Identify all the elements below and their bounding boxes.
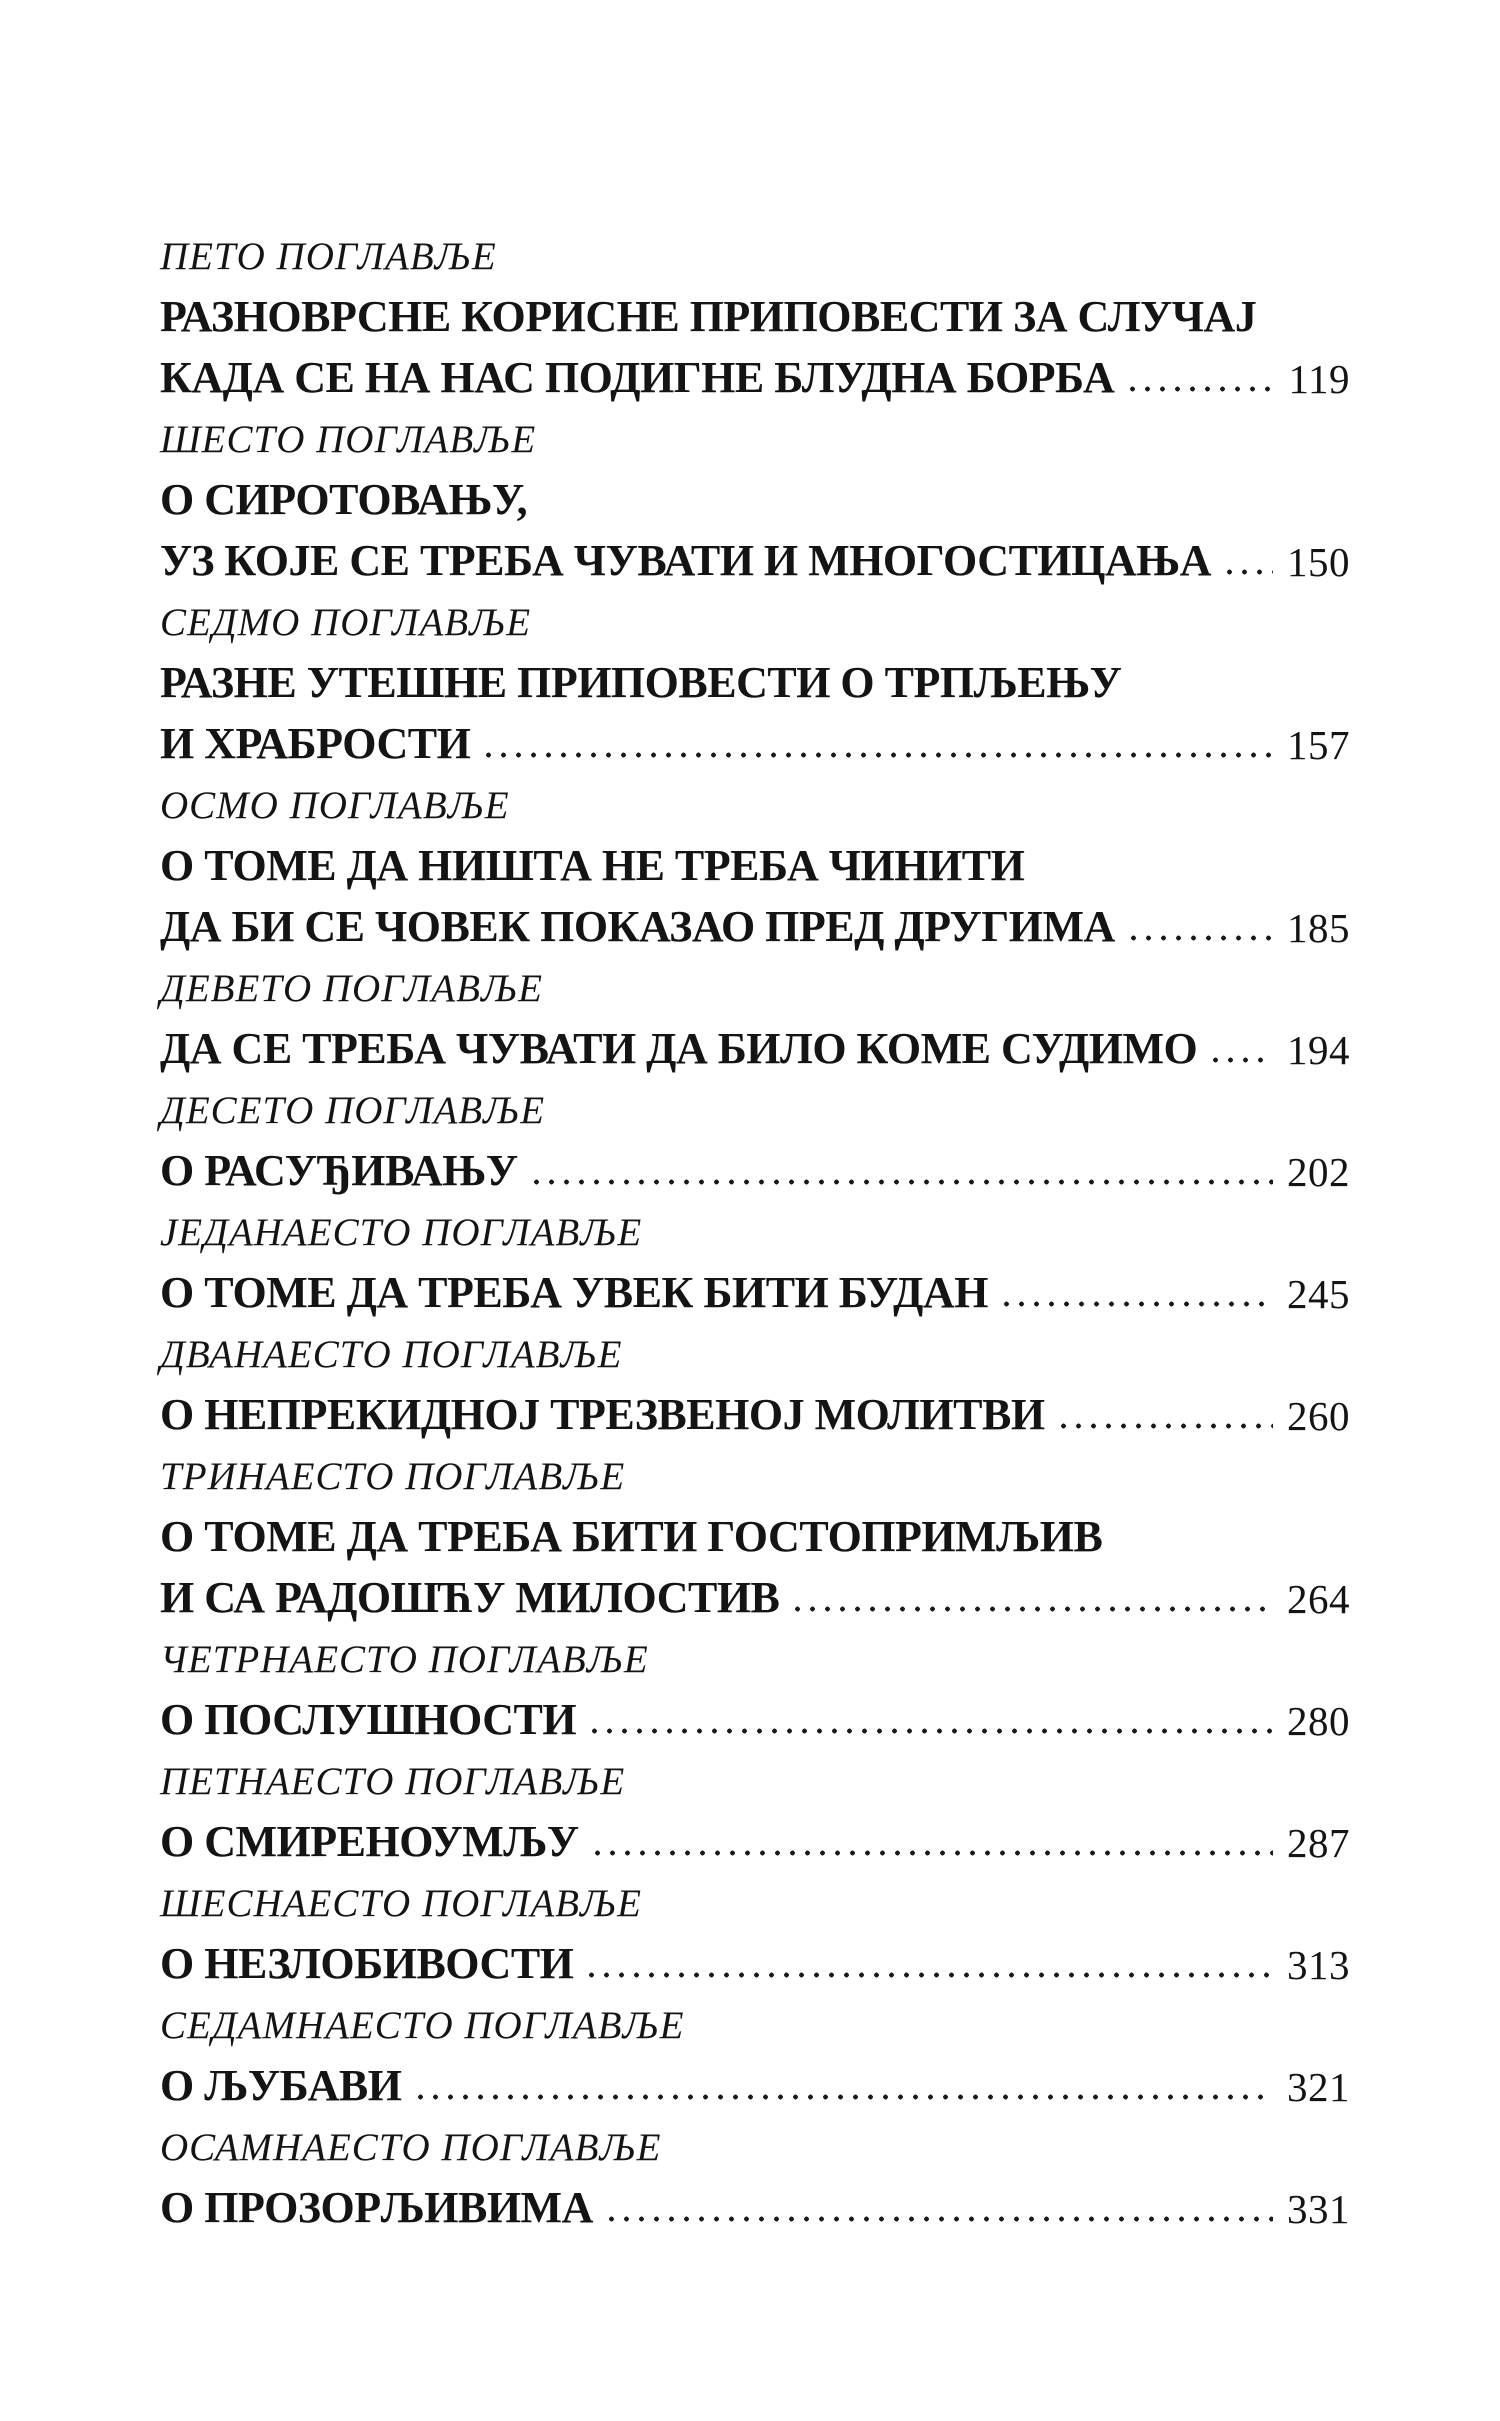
chapter-label-line bbox=[160, 1987, 1350, 2048]
chapter-title: РАЗНЕ УТЕШНЕ ПРИПОВЕСТИ О ТРПЉЕЊУ bbox=[160, 657, 1122, 707]
page-number: 194 bbox=[1287, 1026, 1350, 1073]
chapter-title: КАДА СЕ НА НАС ПОДИГНЕ БЛУДНА БОРБА bbox=[160, 352, 1115, 402]
toc-entry bbox=[160, 218, 1350, 401]
toc-entry bbox=[160, 584, 1350, 767]
chapter-title-line bbox=[160, 706, 1350, 767]
chapter-label-line bbox=[160, 218, 1350, 279]
chapter-title: УЗ КОЈЕ СЕ ТРЕБА ЧУВАТИ И МНОГОСТИЦАЊА bbox=[160, 535, 1212, 585]
chapter-label: ОСМО ПОГЛАВЉЕ bbox=[160, 784, 510, 828]
page-number: 119 bbox=[1288, 355, 1350, 402]
chapter-label: ТРИНАЕСТО ПОГЛАВЉЕ bbox=[160, 1455, 626, 1499]
chapter-title: О РАСУЂИВАЊУ bbox=[160, 1145, 518, 1195]
chapter-label-line bbox=[160, 1621, 1350, 1682]
chapter-title: О НЕЗЛОБИВОСТИ bbox=[160, 1938, 574, 1988]
chapter-title-line bbox=[160, 523, 1350, 584]
dot-leader bbox=[1130, 386, 1274, 392]
page-number: 280 bbox=[1287, 1697, 1350, 1744]
chapter-title-line bbox=[160, 1499, 1350, 1560]
chapter-label-line bbox=[160, 1743, 1350, 1804]
chapter-title-line bbox=[160, 1011, 1350, 1072]
chapter-label: СЕДАМНАЕСТО ПОГЛАВЉЕ bbox=[160, 2004, 685, 2048]
chapter-title: О СМИРЕНОУМЉУ bbox=[160, 1816, 579, 1866]
chapter-title-line bbox=[160, 1377, 1350, 1438]
chapter-label: ЈЕДАНАЕСТО ПОГЛАВЉЕ bbox=[160, 1211, 643, 1255]
chapter-label: ОСАМНАЕСТО ПОГЛАВЉЕ bbox=[160, 2126, 662, 2170]
chapter-label: ШЕСНАЕСТО ПОГЛАВЉЕ bbox=[160, 1882, 642, 1926]
chapter-label: ПЕТНАЕСТО ПОГЛАВЉЕ bbox=[160, 1760, 626, 1804]
dot-leader bbox=[609, 2216, 1273, 2222]
table-of-contents bbox=[160, 218, 1350, 2231]
chapter-title: О СИРОТОВАЊУ, bbox=[160, 474, 528, 524]
chapter-label: ПЕТО ПОГЛАВЉЕ bbox=[160, 235, 497, 279]
chapter-title: О ПРОЗОРЉИВИМА bbox=[160, 2182, 593, 2232]
chapter-label-line bbox=[160, 1865, 1350, 1926]
chapter-label-line bbox=[160, 1438, 1350, 1499]
toc-entry bbox=[160, 2109, 1350, 2231]
dot-leader bbox=[534, 1179, 1273, 1185]
toc-entry bbox=[160, 1438, 1350, 1621]
chapter-title: ДА СЕ ТРЕБА ЧУВАТИ ДА БИЛО КОМЕ СУДИМО bbox=[160, 1023, 1198, 1073]
chapter-label: ДВАНАЕСТО ПОГЛАВЉЕ bbox=[160, 1333, 623, 1377]
dot-leader bbox=[795, 1606, 1273, 1612]
dot-leader bbox=[486, 752, 1273, 758]
chapter-label: СЕДМО ПОГЛАВЉЕ bbox=[160, 601, 532, 645]
chapter-label: ШЕСТО ПОГЛАВЉЕ bbox=[160, 418, 537, 462]
chapter-title: О ЉУБАВИ bbox=[160, 2060, 402, 2110]
chapter-title-line bbox=[160, 1133, 1350, 1194]
page-number: 264 bbox=[1287, 1575, 1350, 1622]
page-number: 287 bbox=[1287, 1819, 1350, 1866]
toc-entry bbox=[160, 950, 1350, 1072]
page-number: 260 bbox=[1287, 1392, 1350, 1439]
chapter-title-line bbox=[160, 2048, 1350, 2109]
chapter-title-line bbox=[160, 645, 1350, 706]
chapter-title-line bbox=[160, 1804, 1350, 1865]
page-number: 157 bbox=[1287, 721, 1350, 768]
chapter-title: О ТОМЕ ДА НИШТА НЕ ТРЕБА ЧИНИТИ bbox=[160, 840, 1025, 890]
chapter-title: ДА БИ СЕ ЧОВЕК ПОКАЗАО ПРЕД ДРУГИМА bbox=[160, 901, 1115, 951]
chapter-title-line bbox=[160, 462, 1350, 523]
chapter-title-line bbox=[160, 2170, 1350, 2231]
toc-entry bbox=[160, 1743, 1350, 1865]
chapter-label-line bbox=[160, 584, 1350, 645]
dot-leader bbox=[1004, 1301, 1273, 1307]
chapter-title-line bbox=[160, 1682, 1350, 1743]
toc-entry bbox=[160, 1316, 1350, 1438]
chapter-title-line bbox=[160, 1926, 1350, 1987]
chapter-label: ДЕВЕТО ПОГЛАВЉЕ bbox=[160, 967, 543, 1011]
toc-entry bbox=[160, 1987, 1350, 2109]
chapter-title: О ПОСЛУШНОСТИ bbox=[160, 1694, 577, 1744]
page-number: 202 bbox=[1287, 1148, 1350, 1195]
chapter-label-line bbox=[160, 950, 1350, 1011]
toc-entry bbox=[160, 767, 1350, 950]
chapter-title: И СА РАДОШЋУ МИЛОСТИВ bbox=[160, 1572, 780, 1622]
page-number: 245 bbox=[1287, 1270, 1350, 1317]
chapter-title-line bbox=[160, 889, 1350, 950]
chapter-title-line bbox=[160, 1560, 1350, 1621]
chapter-label: ДЕСЕТО ПОГЛАВЉЕ bbox=[160, 1089, 546, 1133]
chapter-title: РАЗНОВРСНЕ КОРИСНЕ ПРИПОВЕСТИ ЗА СЛУЧАЈ bbox=[160, 291, 1257, 341]
chapter-title: О ТОМЕ ДА ТРЕБА БИТИ ГОСТОПРИМЉИВ bbox=[160, 1511, 1103, 1561]
page-number: 313 bbox=[1287, 1941, 1350, 1988]
page-number: 185 bbox=[1287, 904, 1350, 951]
dot-leader bbox=[592, 1728, 1273, 1734]
dot-leader bbox=[418, 2094, 1273, 2100]
dot-leader bbox=[1061, 1423, 1273, 1429]
toc-entry bbox=[160, 1621, 1350, 1743]
chapter-label: ЧЕТРНАЕСТО ПОГЛАВЉЕ bbox=[160, 1638, 649, 1682]
chapter-title-line bbox=[160, 828, 1350, 889]
dot-leader bbox=[1131, 935, 1273, 941]
dot-leader bbox=[589, 1972, 1273, 1978]
chapter-label-line bbox=[160, 767, 1350, 828]
chapter-label-line bbox=[160, 2109, 1350, 2170]
toc-entry bbox=[160, 1072, 1350, 1194]
dot-leader bbox=[1213, 1057, 1273, 1063]
chapter-label-line bbox=[160, 401, 1350, 462]
page-number: 331 bbox=[1287, 2185, 1350, 2232]
toc-entry bbox=[160, 401, 1350, 584]
chapter-title-line bbox=[160, 279, 1350, 340]
dot-leader bbox=[1227, 569, 1273, 575]
chapter-title: О ТОМЕ ДА ТРЕБА УВЕК БИТИ БУДАН bbox=[160, 1267, 988, 1317]
chapter-title-line bbox=[160, 340, 1350, 401]
chapter-title: И ХРАБРОСТИ bbox=[160, 718, 471, 768]
page-number: 321 bbox=[1287, 2063, 1350, 2110]
chapter-label-line bbox=[160, 1316, 1350, 1377]
chapter-title-line bbox=[160, 1255, 1350, 1316]
toc-entry bbox=[160, 1865, 1350, 1987]
chapter-title: О НЕПРЕКИДНОЈ ТРЕЗВЕНОЈ МОЛИТВИ bbox=[160, 1389, 1045, 1439]
page-number: 150 bbox=[1287, 538, 1350, 585]
chapter-label-line bbox=[160, 1072, 1350, 1133]
dot-leader bbox=[595, 1850, 1273, 1856]
chapter-label-line bbox=[160, 1194, 1350, 1255]
toc-entry bbox=[160, 1194, 1350, 1316]
